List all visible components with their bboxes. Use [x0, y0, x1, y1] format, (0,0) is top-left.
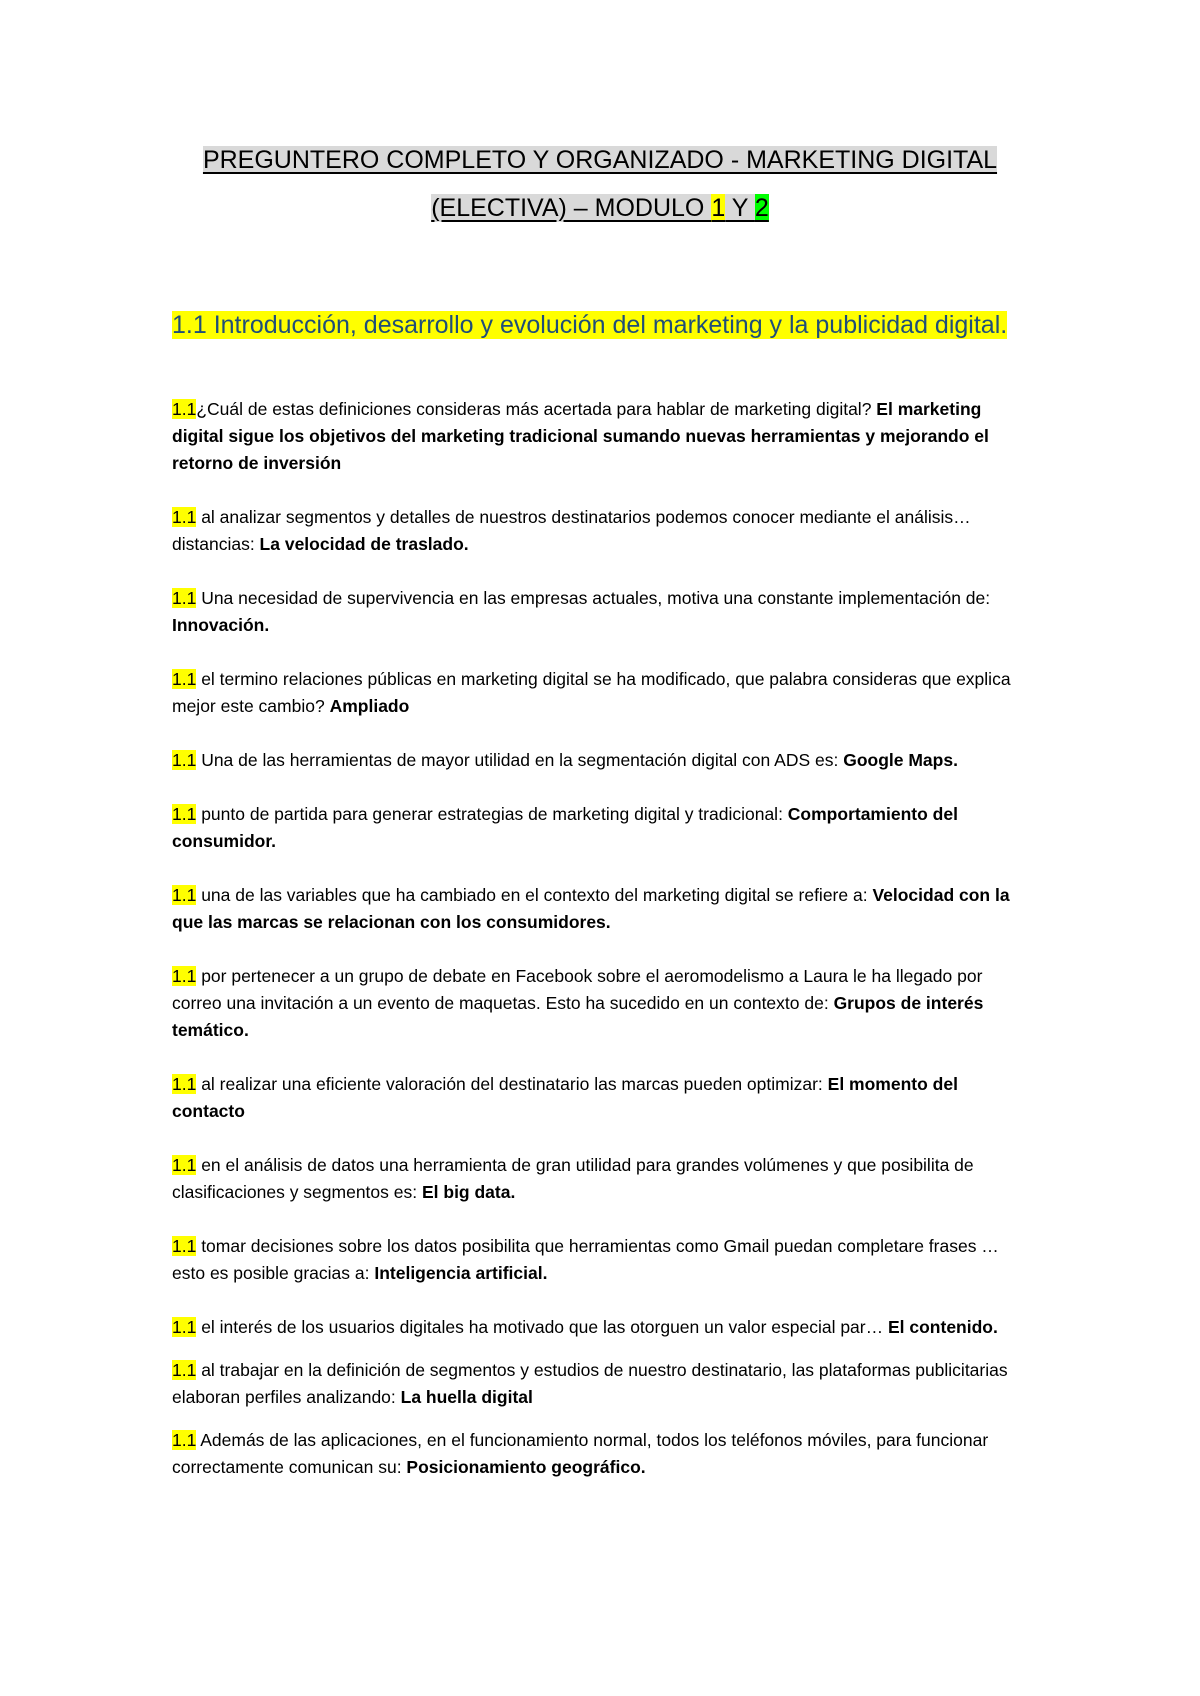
- question-number: 1.1: [172, 507, 197, 527]
- answer-text: El big data.: [421, 1182, 516, 1202]
- answer-text: La velocidad de traslado.: [259, 534, 469, 554]
- question-text: ¿Cuál de estas definiciones consideras más acertada para hablar de marketing digital?: [196, 399, 877, 419]
- question-number: 1.1: [172, 1236, 197, 1256]
- question-list: [172, 396, 1032, 1481]
- question-item: [172, 747, 1032, 774]
- title-and: Y: [725, 194, 755, 222]
- question-item: [172, 504, 1032, 558]
- question-text: punto de partida para generar estrategias de marketing digital y tradicional:: [196, 804, 788, 824]
- title-module-2: 2: [754, 194, 769, 222]
- answer-text: Comportamiento del consumidor.: [172, 804, 958, 851]
- section-heading-text: 1.1 Introducción, desarrollo y evolución del marketing y la publicidad digital.: [172, 311, 1008, 339]
- question-number: 1.1: [172, 1074, 197, 1094]
- question-item: [172, 963, 1032, 1044]
- question-item: [172, 1152, 1032, 1206]
- question-number: 1.1: [172, 399, 197, 419]
- answer-text: Inteligencia artificial.: [374, 1263, 548, 1283]
- question-number: 1.1: [172, 885, 197, 905]
- question-number: 1.1: [172, 1317, 197, 1337]
- question-text: por pertenecer a un grupo de debate en Facebook sobre el aeromodelismo a Laura le ha llegado por correo una invitación a un evento de maquetas. Esto ha sucedido en un contexto de:: [172, 966, 983, 1013]
- answer-text: Innovación.: [172, 615, 270, 635]
- question-text: al realizar una eficiente valoración del destinatario las marcas pueden optimizar:: [196, 1074, 828, 1094]
- title-line-2-prefix: (ELECTIVA) – MODULO: [431, 194, 712, 222]
- answer-text: El momento del contacto: [172, 1074, 958, 1121]
- question-text: el termino relaciones públicas en marketing digital se ha modificado, que palabra consideras que explica mejor este cambio?: [172, 669, 1011, 716]
- answer-text: El contenido.: [887, 1317, 998, 1337]
- question-item: [172, 1427, 1032, 1481]
- question-text: una de las variables que ha cambiado en el contexto del marketing digital se refiere a:: [196, 885, 873, 905]
- question-item: [172, 801, 1032, 855]
- answer-text: Grupos de interés temático.: [172, 993, 984, 1040]
- answer-text: Ampliado: [329, 696, 410, 716]
- question-number: 1.1: [172, 1155, 197, 1175]
- question-item: [172, 1233, 1032, 1287]
- question-text: el interés de los usuarios digitales ha motivado que las otorguen un valor especial par…: [196, 1317, 888, 1337]
- question-item: [172, 1071, 1032, 1125]
- section-heading: [172, 305, 1032, 345]
- question-text: Una necesidad de supervivencia en las empresas actuales, motiva una constante implementación de:: [196, 588, 991, 608]
- question-number: 1.1: [172, 1360, 197, 1380]
- question-text: al analizar segmentos y detalles de nuestros destinatarios podemos conocer mediante el análisis… distancias:: [172, 507, 971, 554]
- question-text: al trabajar en la definición de segmentos y estudios de nuestro destinatario, las plataformas publicitarias elaboran perfiles analizando:: [172, 1360, 1008, 1407]
- question-text: Una de las herramientas de mayor utilidad en la segmentación digital con ADS es:: [196, 750, 844, 770]
- question-number: 1.1: [172, 750, 197, 770]
- question-number: 1.1: [172, 966, 197, 986]
- question-text: Además de las aplicaciones, en el funcionamiento normal, todos los teléfonos móviles, para funcionar correctamente comunican su:: [172, 1430, 989, 1477]
- question-item: [172, 1357, 1032, 1411]
- question-text: en el análisis de datos una herramienta de gran utilidad para grandes volúmenes y que posibilita de clasificaciones y segmentos es:: [172, 1155, 974, 1202]
- title-module-1: 1: [711, 194, 726, 222]
- question-text: tomar decisiones sobre los datos posibilita que herramientas como Gmail puedan completare frases … esto es posible gracias a:: [172, 1236, 999, 1283]
- question-item: [172, 882, 1032, 936]
- question-number: 1.1: [172, 1430, 197, 1450]
- answer-text: La huella digital: [400, 1387, 533, 1407]
- question-item: [172, 666, 1032, 720]
- answer-text: El marketing digital sigue los objetivos del marketing tradicional sumando nuevas herramientas y mejorando el retorno de inversión: [172, 399, 989, 473]
- answer-text: Velocidad con la que las marcas se relacionan con los consumidores.: [172, 885, 1010, 932]
- question-item: [172, 1314, 1032, 1341]
- question-item: [172, 585, 1032, 639]
- document-title: [150, 136, 1050, 232]
- answer-text: Posicionamiento geográfico.: [406, 1457, 646, 1477]
- answer-text: Google Maps.: [843, 750, 958, 770]
- question-number: 1.1: [172, 669, 197, 689]
- title-line-1: PREGUNTERO COMPLETO Y ORGANIZADO - MARKETING DIGITAL: [202, 146, 998, 174]
- question-number: 1.1: [172, 804, 197, 824]
- question-number: 1.1: [172, 588, 197, 608]
- question-item: [172, 396, 1032, 477]
